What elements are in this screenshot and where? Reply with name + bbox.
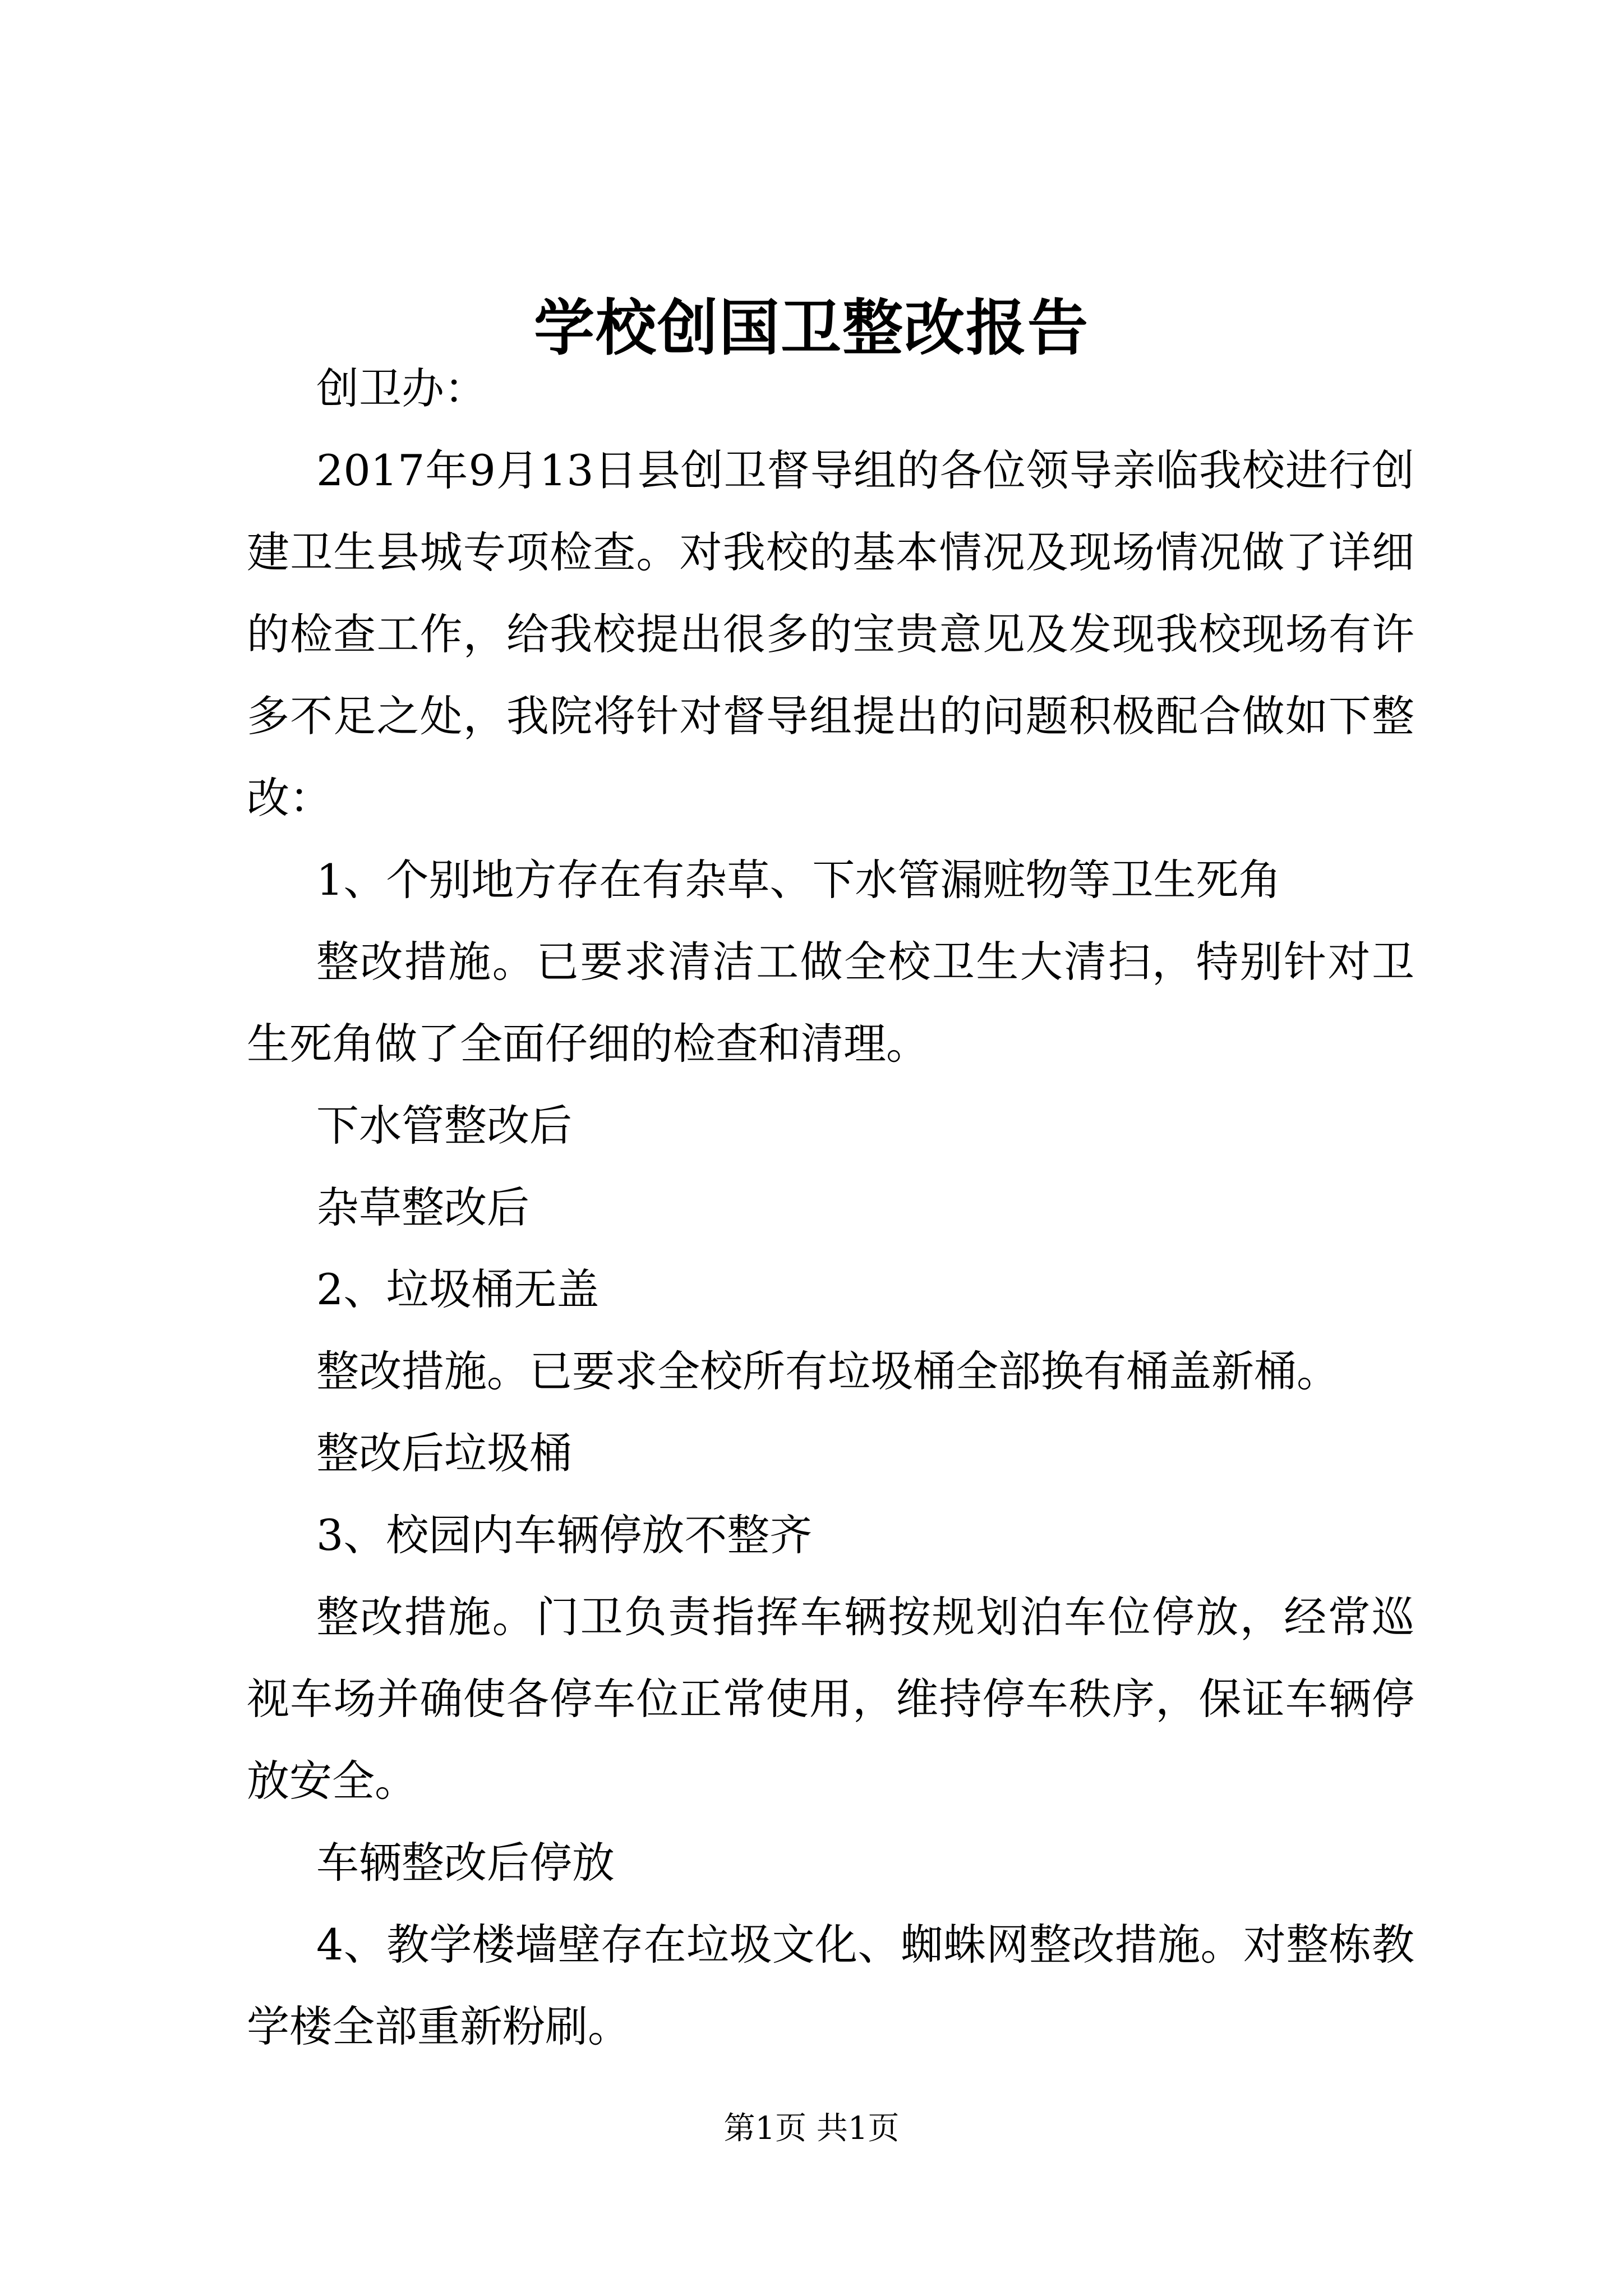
issue-2-measure: 整改措施。已要求全校所有垃圾桶全部换有桶盖新桶。	[316, 1346, 1339, 1396]
issue-1-photo-caption-drainpipe: 下水管整改后	[316, 1101, 572, 1151]
issue-3-photo-caption: 车辆整改后停放	[316, 1838, 615, 1888]
issue-2-heading: 2、垃圾桶无盖	[316, 1264, 600, 1314]
issue-2-photo-caption: 整改后垃圾桶	[316, 1428, 572, 1478]
document-body	[247, 348, 1414, 2068]
document-title: 学校创国卫整改报告	[533, 293, 1089, 364]
issue-1-photo-caption-weeds: 杂草整改后	[316, 1182, 529, 1232]
issue-3-heading: 3、校园内车辆停放不整齐	[316, 1510, 813, 1560]
intro-paragraph: 2017年9月13日县创卫督导组的各位领导亲临我校进行创建卫生县城专项检查。对我校的基本情况及现场情况做了详细的检查工作，给我校提出很多的宝贵意见及发现我校现场有许多不足之处，我院将针对督导组提出的问题积极配合做如下整改：	[247, 445, 1414, 823]
issue-1-heading: 1、个别地方存在有杂草、下水管漏赃物等卫生死角	[316, 855, 1281, 905]
issue-1-measure: 整改措施。已要求清洁工做全校卫生大清扫，特别针对卫生死角做了全面仔细的检查和清理。	[247, 937, 1414, 1069]
salutation: 创卫办：	[316, 364, 487, 413]
page-footer: 第1页 共1页	[723, 2110, 900, 2147]
issue-4-paragraph: 4、教学楼墙壁存在垃圾文化、蜘蛛网整改措施。对整栋教学楼全部重新粉刷。	[247, 1920, 1414, 2051]
issue-3-measure: 整改措施。门卫负责指挥车辆按规划泊车位停放，经常巡视车场并确使各停车位正常使用，维持停车秩序，保证车辆停放安全。	[247, 1592, 1414, 1806]
